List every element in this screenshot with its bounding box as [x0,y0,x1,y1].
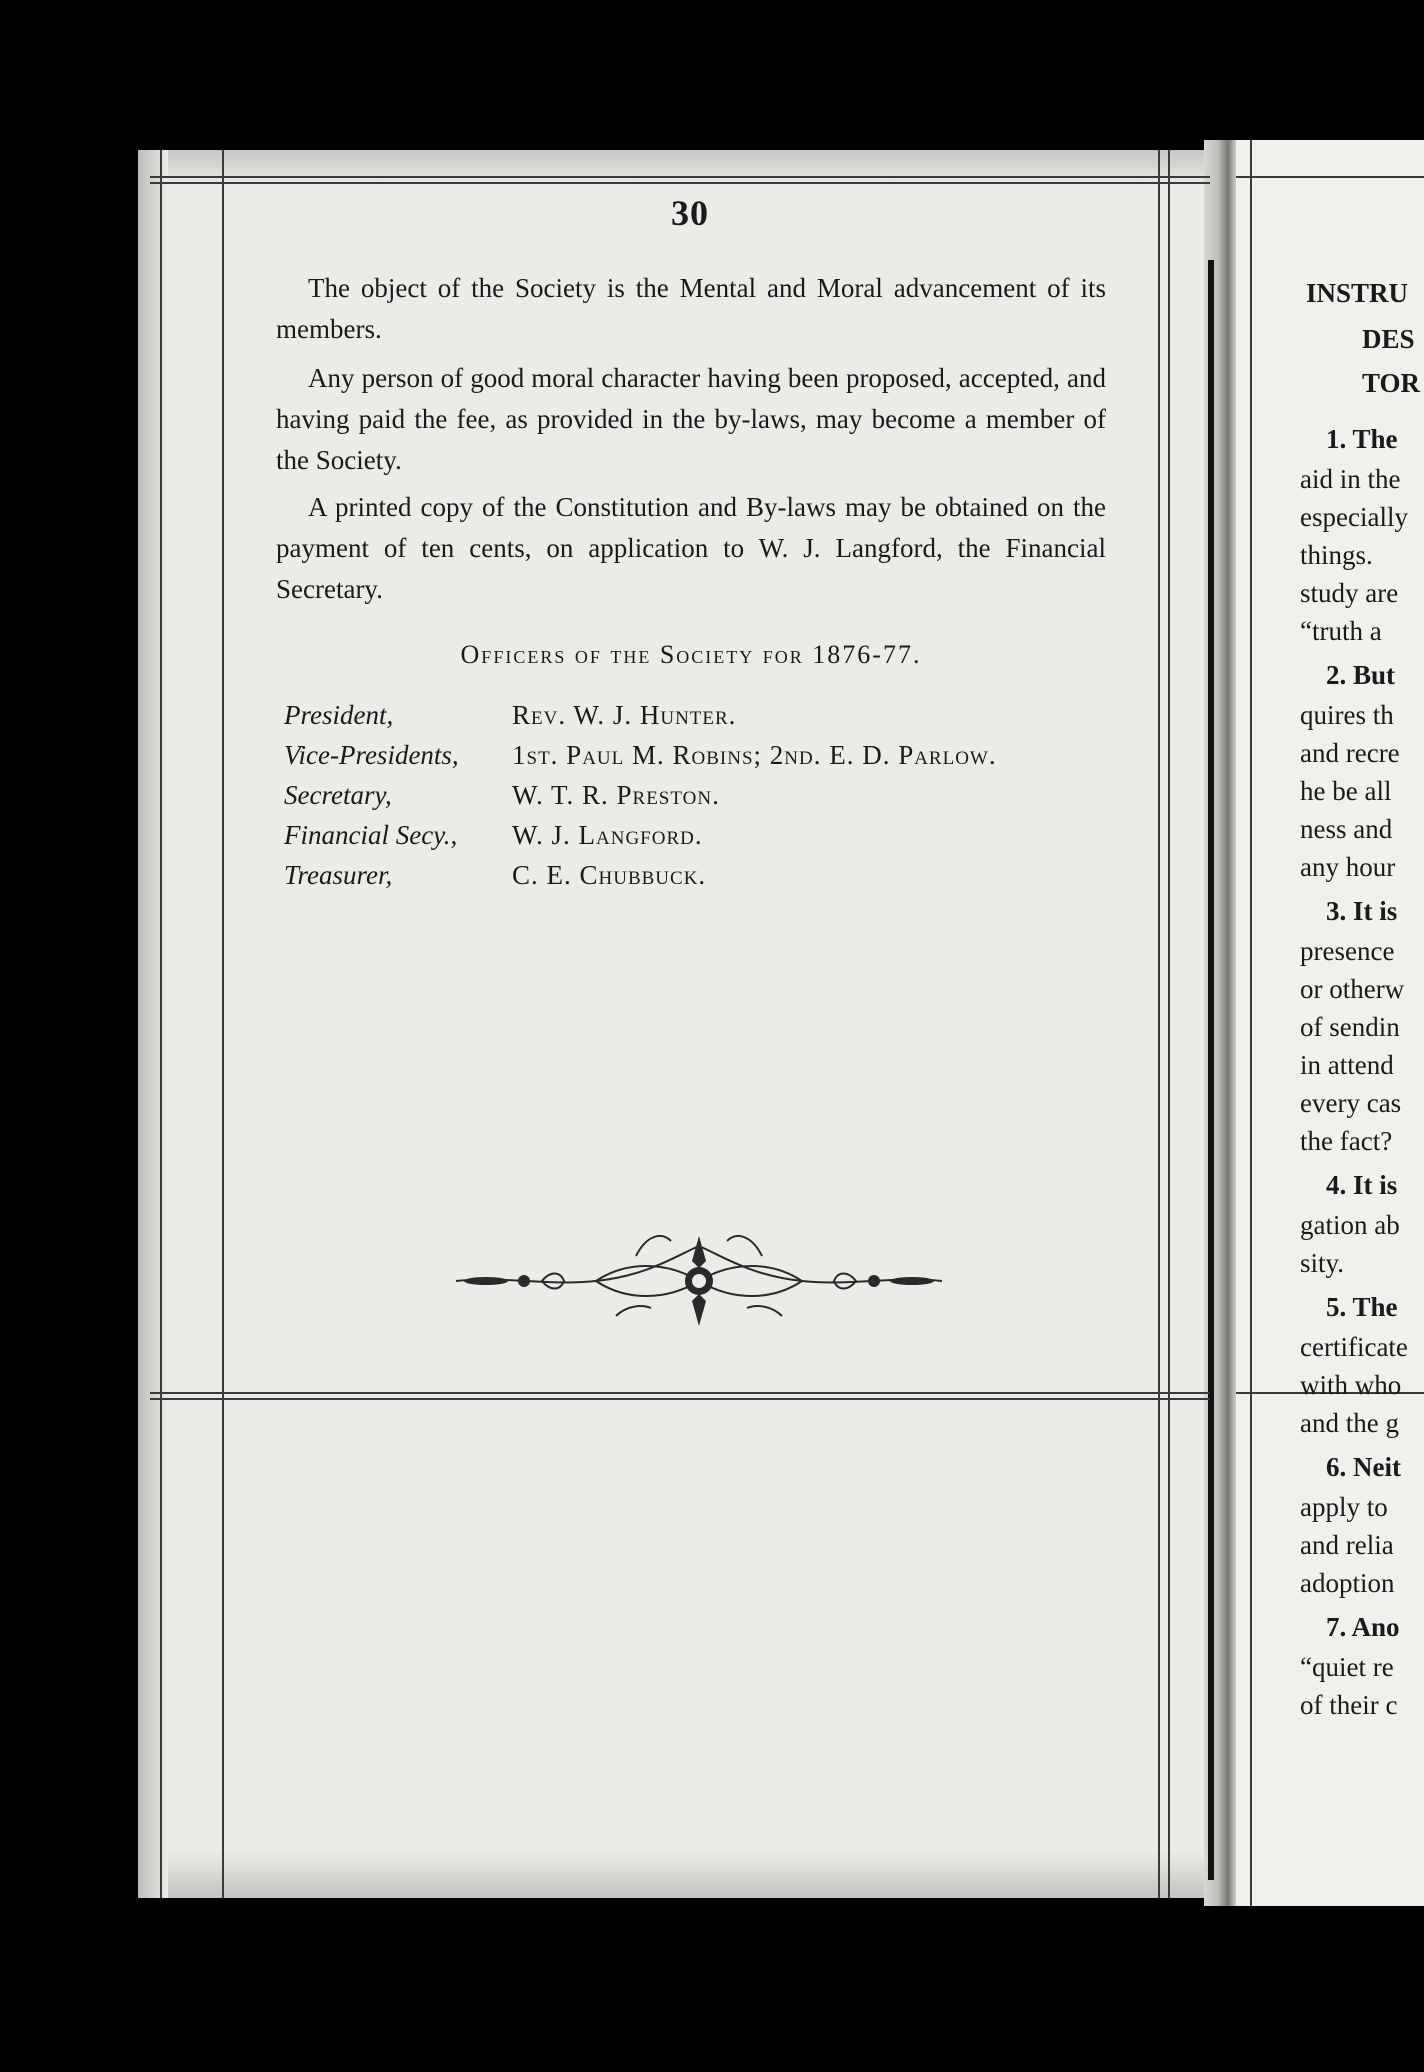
right-line: certificate [1300,1332,1408,1362]
page-shadow-left [138,150,168,1898]
paragraph-constitution: A printed copy of the Constitution and By-laws may be obtained on the payment of ten cents, on application to W. J. Langford, the Financial Secretary. [276,492,1106,604]
right-line: gation ab [1300,1210,1400,1240]
right-line: TOR [1362,368,1421,398]
page-number: 30 [671,193,709,233]
page-shadow-bottom [138,1850,1216,1898]
right-line: sity. [1300,1248,1345,1278]
frame-rule-left-outer [160,150,162,1898]
right-line: and recre [1300,738,1400,768]
right-line: especially [1300,502,1408,532]
frame-rule-top-inner [150,182,1210,184]
right-line: DES [1362,324,1415,354]
right-line: 7. Ano [1326,1612,1400,1642]
right-line: the fact? [1300,1126,1393,1156]
right-line: and the g [1300,1408,1399,1438]
right-line: with who [1300,1370,1402,1400]
officer-name: C. E. Chubbuck. [512,860,707,890]
right-line: ness and [1300,814,1393,844]
frame-rule-right-inner [1158,150,1160,1898]
right-line: study are [1300,578,1399,608]
officer-row [284,780,1144,820]
right-line: 2. But [1326,660,1396,690]
officer-title: President, [284,700,394,730]
officer-name: W. J. Langford. [512,820,703,850]
right-line: apply to [1300,1492,1388,1522]
right-line: he be all [1300,776,1392,806]
right-line: “quiet re [1300,1652,1394,1682]
right-frame-rule-top [1236,176,1424,178]
right-line: 1. The [1326,424,1398,454]
right-frame-rule-left [1250,140,1252,1906]
right-line: 6. Neit [1326,1452,1401,1482]
officer-row [284,740,1144,780]
officer-title: Financial Secy., [284,820,458,850]
officer-name: 1st. Paul M. Robins; 2nd. E. D. Parlow. [512,740,997,770]
officer-row [284,700,1144,740]
frame-rule-bottom-outer [150,1398,1210,1400]
right-line: of their c [1300,1690,1398,1720]
right-line: adoption [1300,1568,1395,1598]
right-line: of sendin [1300,1012,1400,1042]
right-line: or otherw [1300,974,1405,1004]
officer-title: Secretary, [284,780,392,810]
right-line: aid in the [1300,464,1401,494]
right-line: 4. It is [1326,1170,1398,1200]
paragraph-membership: Any person of good moral character having been proposed, accepted, and having paid the fee, as provided in the by-laws, may become a member of the Society. [276,363,1106,475]
right-line: 5. The [1326,1292,1398,1322]
officer-row [284,860,1144,900]
right-line: INSTRU [1306,278,1409,308]
frame-rule-right-outer [1168,150,1170,1898]
page-shadow-top [138,150,1216,186]
ornament-flourish-icon [446,1216,952,1346]
right-line: 3. It is [1326,896,1398,926]
officer-row [284,820,1144,860]
gutter-line [1208,260,1214,1880]
right-line: things. [1300,540,1373,570]
officer-title: Treasurer, [284,860,393,890]
frame-rule-top-outer [150,176,1210,178]
officer-name: W. T. R. Preston. [512,780,720,810]
right-line: “truth a [1300,616,1382,646]
frame-rule-bottom-inner [150,1392,1210,1394]
paragraph-object: The object of the Society is the Mental and Moral advancement of its members. [276,273,1106,344]
right-line: quires th [1300,700,1394,730]
right-line: every cas [1300,1088,1402,1118]
right-line: any hour [1300,852,1396,882]
officer-title: Vice-Presidents, [284,740,459,770]
officers-heading: Officers of the Society for 1876-77. [460,640,922,669]
frame-rule-left-inner [222,150,224,1898]
right-line: and relia [1300,1530,1394,1560]
right-line: presence [1300,936,1395,966]
officer-name: Rev. W. J. Hunter. [512,700,737,730]
right-line: in attend [1300,1050,1394,1080]
